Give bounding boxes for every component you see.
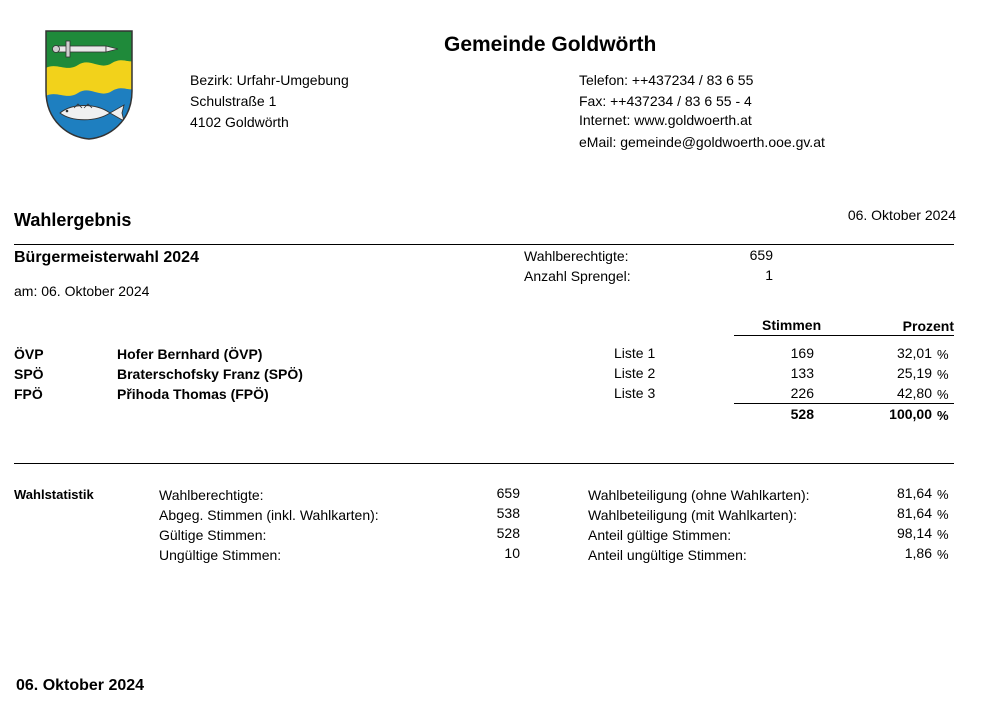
total-percent-unit: % [937,408,949,423]
party-abbrev: SPÖ [14,366,44,382]
districts-value: 1 [765,267,773,283]
eligible-voters-label: Wahlberechtigte: [524,248,629,264]
percent-unit: % [937,367,949,382]
contact-email: eMail: gemeinde@goldwoerth.ooe.gv.at [579,134,825,150]
stat-label: Wahlbeteiligung (mit Wahlkarten): [588,507,798,523]
report-heading: Wahlergebnis [14,210,132,230]
stat-value: 528 [496,525,520,541]
address-line-district: Bezirk: Urfahr-Umgebung [190,72,349,88]
contact-website: Internet: www.goldwoerth.at [579,112,752,128]
stat-label: Gültige Stimmen: [159,527,267,543]
stat-value: 81,64 [896,505,932,521]
stat-label: Abgeg. Stimmen (inkl. Wahlkarten): [159,507,379,523]
address-line-street: Schulstraße 1 [190,93,277,109]
stat-label: Wahlberechtigte: [159,487,264,503]
party-abbrev: ÖVP [14,346,44,362]
votes-value: 226 [790,385,814,401]
list-number: Liste 1 [614,345,656,361]
list-number: Liste 2 [614,365,656,381]
stat-unit: % [937,527,949,542]
stat-label: Ungültige Stimmen: [159,547,282,563]
table-header-rule [734,335,954,336]
election-date: am: 06. Oktober 2024 [14,283,150,299]
list-number: Liste 3 [614,385,656,401]
contact-fax: Fax: ++437234 / 83 6 55 - 4 [579,93,752,109]
candidate-name: Přihoda Thomas (FPÖ) [117,386,269,402]
stat-value: 10 [504,545,520,561]
party-abbrev: FPÖ [14,386,43,402]
votes-value: 133 [790,365,814,381]
stat-unit: % [937,507,949,522]
eligible-voters-value: 659 [749,247,773,263]
contact-phone: Telefon: ++437234 / 83 6 55 [579,72,754,88]
stat-label: Anteil gültige Stimmen: [588,527,732,543]
stat-value: 659 [496,485,520,501]
divider-stats [14,463,954,464]
stat-unit: % [937,547,949,562]
percent-unit: % [937,387,949,402]
stats-heading: Wahlstatistik [14,487,94,502]
divider-top [14,244,954,245]
total-percent: 100,00 [889,406,932,422]
table-total-rule [734,403,954,404]
percent-unit: % [937,347,949,362]
election-title: Bürgermeisterwahl 2024 [14,249,199,266]
report-date: 06. Oktober 2024 [847,207,956,223]
column-header-votes: Stimmen [762,317,822,333]
municipality-title: Gemeinde Goldwörth [444,33,657,56]
candidate-name: Braterschofsky Franz (SPÖ) [117,366,303,382]
column-header-percent: Prozent [902,318,954,334]
address-line-city: 4102 Goldwörth [190,114,289,130]
percent-value: 42,80 [896,385,932,401]
stat-value: 538 [496,505,520,521]
footer-date: 06. Oktober 2024 [16,677,145,694]
votes-value: 169 [790,345,814,361]
stat-value: 98,14 [896,525,932,541]
percent-value: 32,01 [896,345,932,361]
percent-value: 25,19 [896,365,932,381]
stat-value: 1,86 [904,545,932,561]
municipal-crest-logo [44,29,134,141]
stat-label: Wahlbeteiligung (ohne Wahlkarten): [588,487,810,503]
total-votes: 528 [790,406,814,422]
stat-unit: % [937,487,949,502]
stat-label: Anteil ungültige Stimmen: [588,547,747,563]
candidate-name: Hofer Bernhard (ÖVP) [117,346,263,362]
stat-value: 81,64 [896,485,932,501]
districts-label: Anzahl Sprengel: [524,268,631,284]
